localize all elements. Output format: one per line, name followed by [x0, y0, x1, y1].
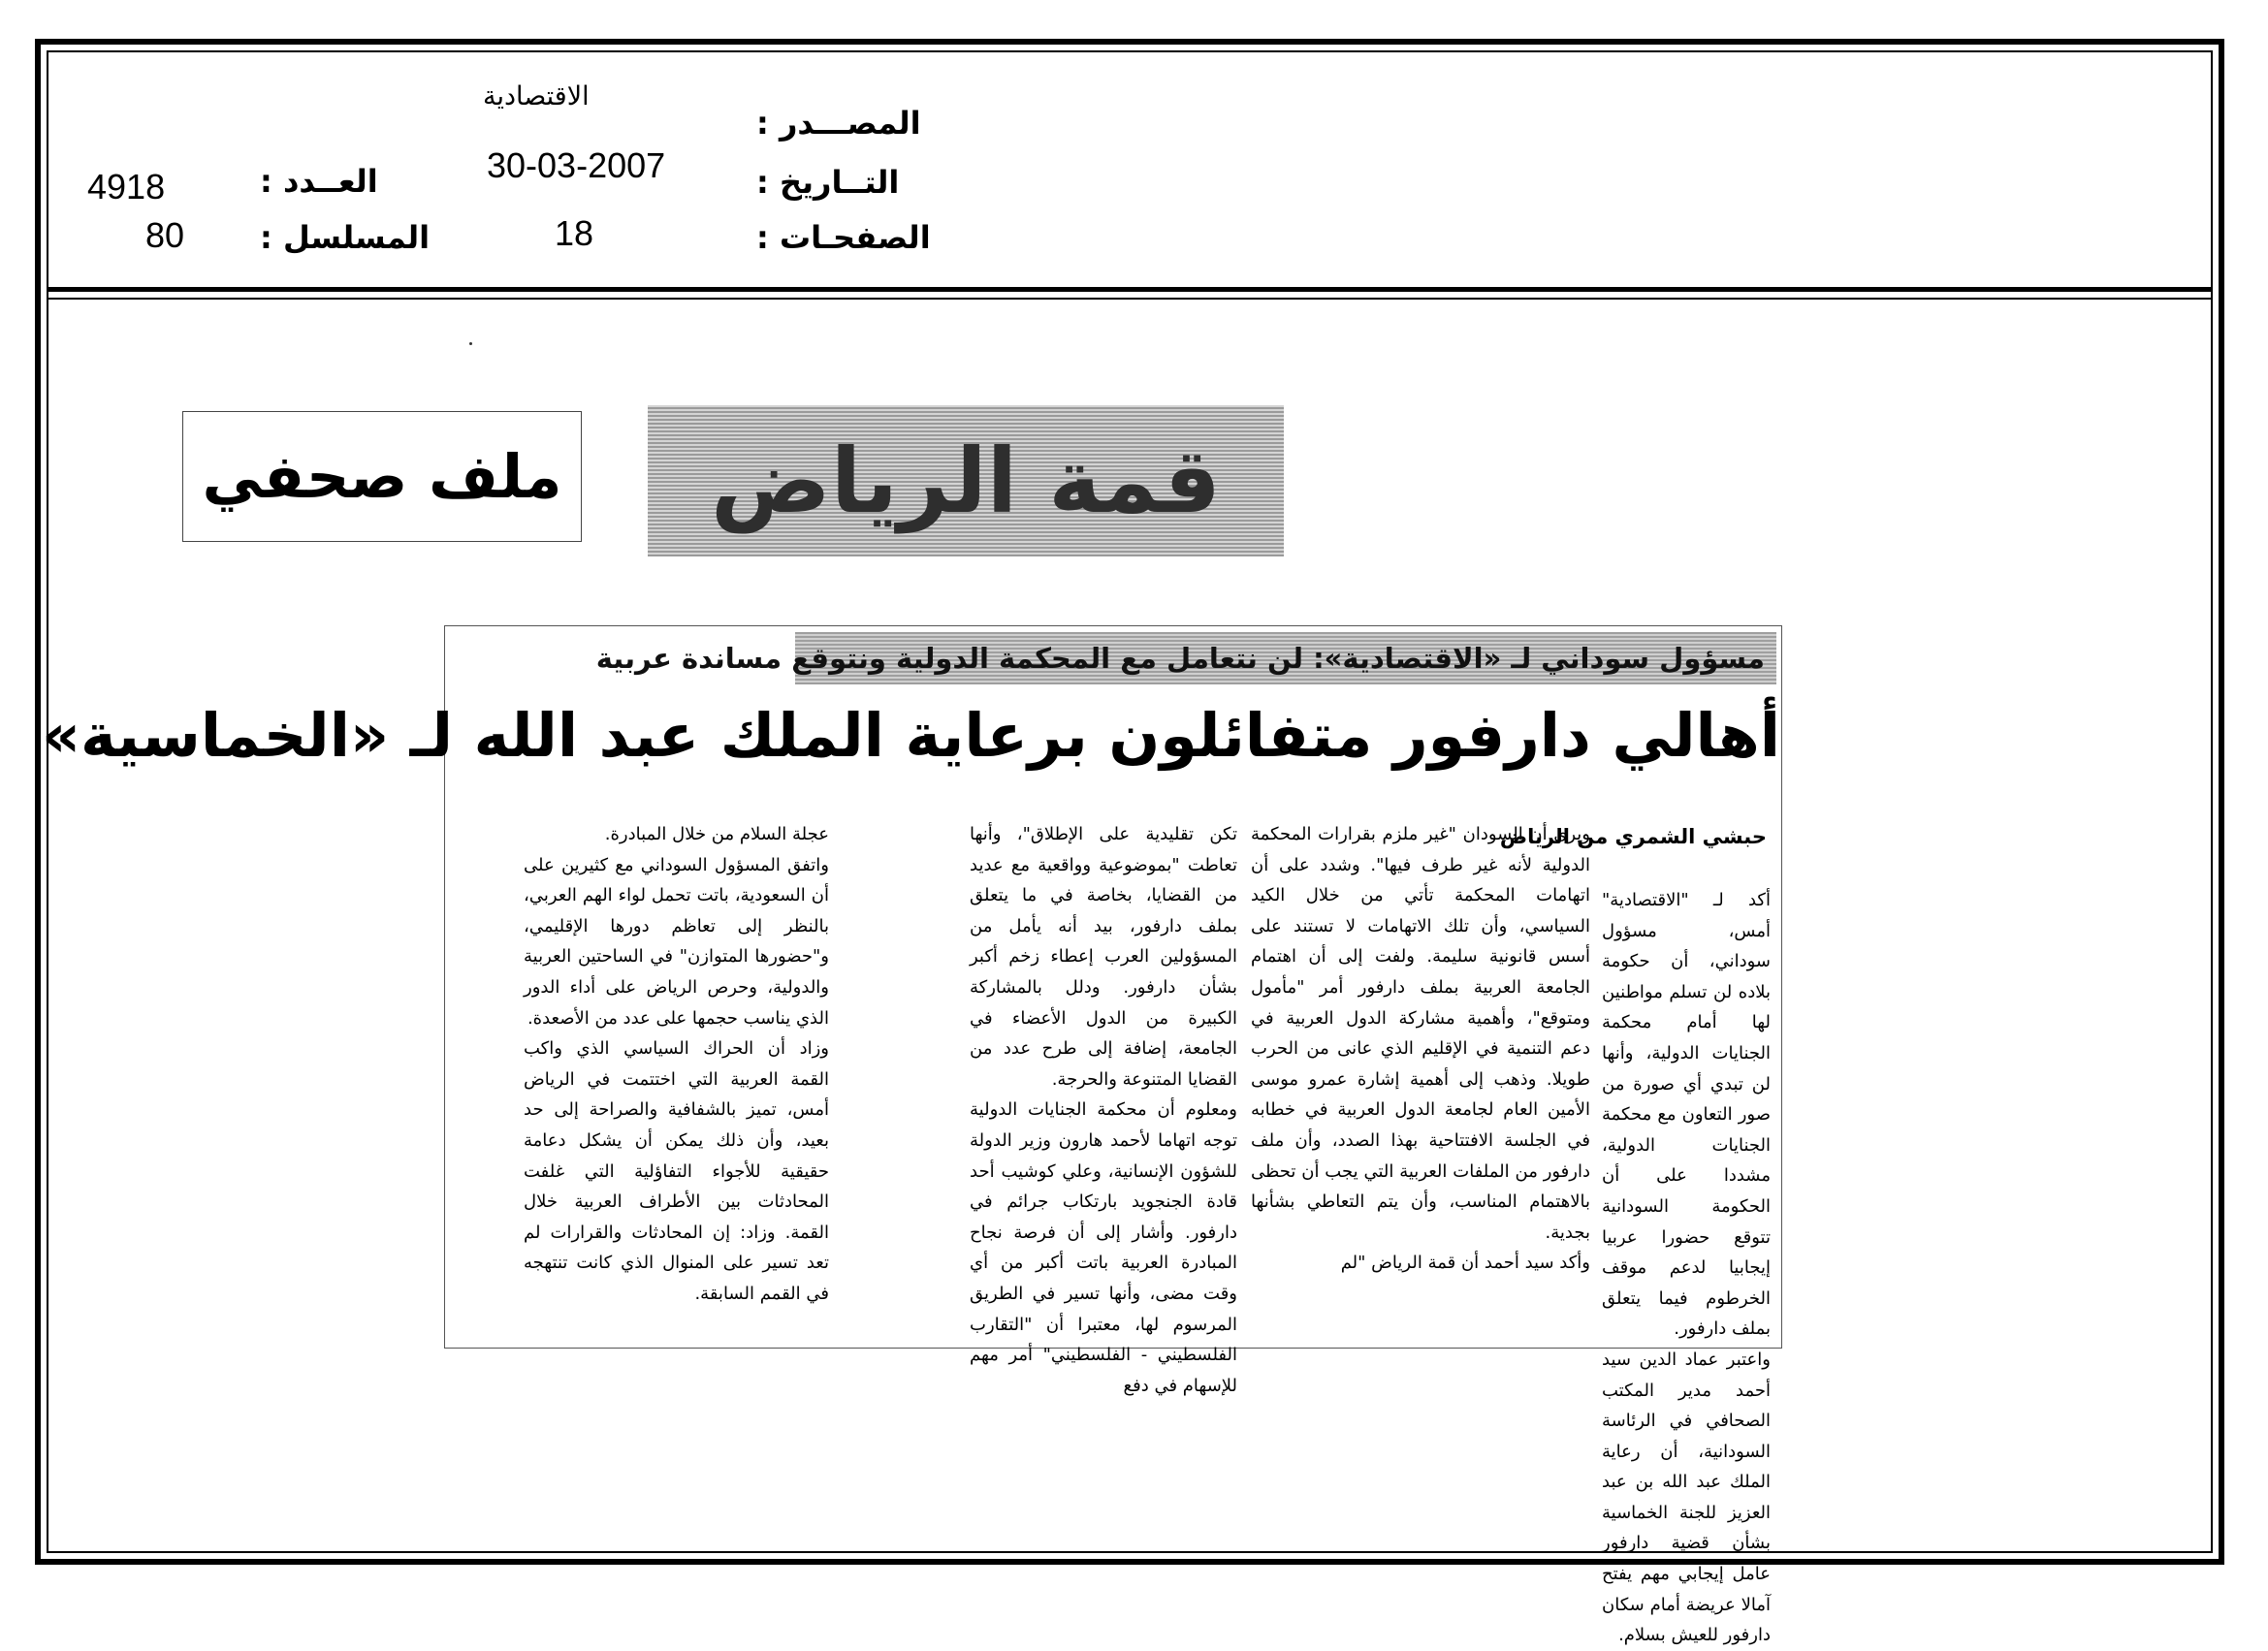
- pages-value: 18: [555, 213, 594, 253]
- paragraph: وأكد سيد أحمد أن قمة الرياض "لم: [1340, 1253, 1590, 1274]
- serial-label: المسلسل :: [260, 219, 431, 256]
- date-label: التــاريخ :: [756, 164, 900, 201]
- article-column-1: [1602, 885, 1771, 1651]
- article-column-3: [970, 819, 1237, 1401]
- paragraph: واتفق المسؤول السوداني مع كثيرين على أن السعودية، باتت تحمل لواء الهم العربي، بالنظر إلى تعاظم دورها الإقليمي، و"حضورها المتوازن" في الساحتين العربية والدولية، وحرص الرياض على أداء الدور الذي يناسب حجمها على عدد من الأصعدة.: [524, 854, 829, 1029]
- article-column-4: [524, 819, 829, 1310]
- press-file-box: [182, 411, 582, 542]
- riyadh-summit-logo: [648, 405, 1284, 556]
- paragraph: ومعلوم أن محكمة الجنايات الدولية توجه اتهاما لأحمد هارون وزير الدولة للشؤون الإنسانية، وعلي كوشيب أحد قادة الجنجويد بارتكاب جرائم في دارفور. وأشار إلى أن فرصة نجاح المبادرة العربية باتت أكبر من أي وقت مضى، وأنها تسير في الطريق المرسوم لها، معتبرا أن "التقارب الفلسطيني - الفلسطيني" أمر مهم للإسهام في دفع: [970, 1099, 1237, 1396]
- paragraph: ويرى أن السودان "غير ملزم بقرارات المحكمة الدولية لأنه غير طرف فيها". وشدد على أن اتهامات المحكمة تأتي من خلال الكيد السياسي، وأن تلك الاتهامات لا تستند على أسس قانونية سليمة. ولفت إلى أن اهتمام الجامعة العربية بملف دارفور أمر "مأمول ومتوقع"، وأهمية مشاركة الدول العربية في دعم التنمية في الإقليم الذي عانى من الحرب طويلا. وذهب إلى أهمية إشارة عمرو موسى الأمين العام لجامعة الدول العربية في خطابه في الجلسة الافتتاحية بهذا الصدد، وأن ملف دارفور من الملفات العربية التي يجب أن تحظى بالاهتمام المناسب، وأن يتم التعاطي بشأنها بجدية.: [1251, 824, 1590, 1243]
- source-value: الاقتصادية: [483, 81, 590, 111]
- article-kicker: مسؤول سوداني لـ «الاقتصادية»: لن نتعامل مع المحكمة الدولية ونتوقع مساندة عربية: [595, 642, 1765, 675]
- source-label: المصـــدر :: [756, 105, 921, 142]
- article-column-2: [1251, 819, 1590, 1279]
- header-divider-thin: [47, 298, 2213, 300]
- kicker-bar: [595, 632, 1776, 684]
- logo-text: قمة الرياض: [711, 429, 1221, 533]
- speck: [469, 342, 472, 345]
- serial-value: 80: [145, 215, 185, 255]
- paragraph: أكد لـ "الاقتصادية" أمس، مسؤول سوداني، أن حكومة بلاده لن تسلم مواطنين لها أمام محكمة الجنايات الدولية، وأنها لن تبدي أي صورة من صور التعاون مع محكمة الجنايات الدولية، مشددا على أن الحكومة السودانية تتوقع حضورا عربيا إيجابيا لدعم موقف الخرطوم فيما يتعلق بملف دارفور.: [1602, 890, 1771, 1340]
- issue-label: العــدد :: [260, 163, 378, 200]
- paragraph: عجلة السلام من خلال المبادرة.: [604, 824, 829, 844]
- paragraph: وزاد أن الحراك السياسي الذي واكب القمة العربية التي اختتمت في الرياض أمس، تميز بالشفافية والصراحة إلى حد بعيد، وأن ذلك يمكن أن يشكل دعامة حقيقية للأجواء التفاؤلية التي غلفت المحادثات بين الأطراف العربية خلال القمة. وزاد: إن المحادثات والقرارات لم تعد تسير على المنوال الذي كانت تنتهجه في القمم السابقة.: [524, 1038, 829, 1304]
- article-byline: حبشي الشمري من الرياض: [1499, 825, 1767, 848]
- article-headline: أهالي دارفور متفائلون برعاية الملك عبد الله لـ «الخماسية»: [41, 700, 1780, 771]
- paragraph: تكن تقليدية على الإطلاق"، وأنها تعاطت "بموضوعية وواقعية مع عديد من القضايا، بخاصة في ما يتعلق بملف دارفور، بيد أنه يأمل من المسؤولين العرب إعطاء زخم أكبر بشأن دارفور. ودلل بالمشاركة الكبيرة من الدول الأعضاء في الجامعة، إضافة إلى طرح عدد من القضايا المتنوعة والحرجة.: [970, 824, 1237, 1090]
- press-file-label: ملف صحفي: [202, 441, 562, 512]
- pages-label: الصفحـات :: [756, 219, 931, 256]
- date-value: 30-03-2007: [487, 145, 666, 185]
- header-divider: [47, 287, 2213, 292]
- issue-value: 4918: [87, 167, 166, 206]
- paragraph: واعتبر عماد الدين سيد أحمد مدير المكتب الصحافي في الرئاسة السودانية، أن رعاية الملك عبد الله بن عبد العزيز للجنة الخماسية بشأن قضية دارفور عامل إيجابي مهم يفتح آمالا عريضة أمام سكان دارفور للعيش بسلام.: [1602, 1349, 1771, 1646]
